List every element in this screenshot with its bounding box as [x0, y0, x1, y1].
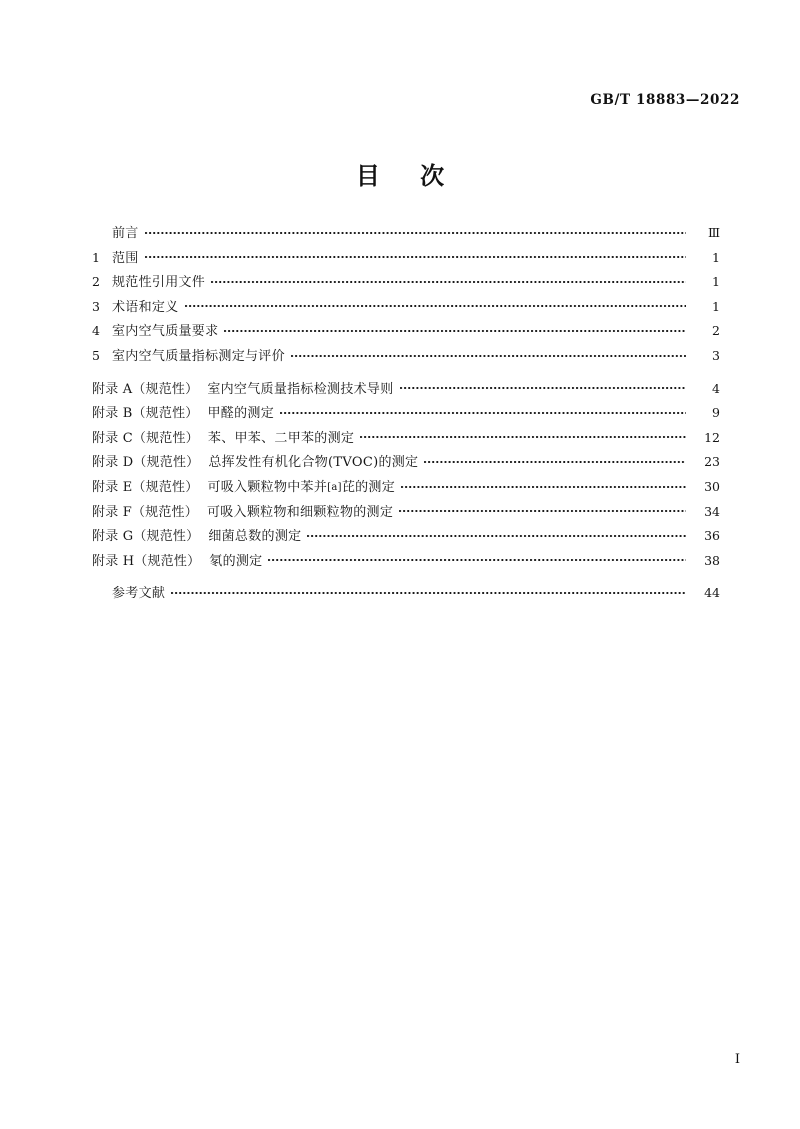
- toc-entry-title: 总挥发性有机化合物(TVOC)的测定: [208, 455, 419, 471]
- toc-entry-title: 参考文献: [112, 586, 166, 602]
- toc-dot-leader: [211, 273, 686, 286]
- toc-entry-page-number: 3: [712, 347, 720, 363]
- toc-entry[interactable]: [92, 453, 720, 478]
- toc-entry-title: 室内空气质量指标测定与评价: [112, 348, 285, 364]
- page-title: 目 次: [355, 161, 461, 190]
- toc-entry-annex-label: 附录 F（规范性）: [92, 504, 198, 520]
- toc-entry[interactable]: [92, 224, 720, 249]
- toc-dot-leader: [401, 478, 686, 491]
- toc-entry[interactable]: [92, 298, 720, 323]
- table-of-contents: [92, 224, 720, 609]
- toc-entry-page-number: 36: [704, 528, 720, 544]
- toc-dot-leader: [307, 527, 686, 540]
- toc-entry[interactable]: [92, 249, 720, 274]
- toc-entry-page-number: 30: [704, 478, 720, 494]
- toc-entry-page-number: 34: [704, 503, 720, 519]
- toc-entry-annex-label: 附录 G（规范性）: [92, 529, 200, 545]
- toc-entry-page-number: 23: [704, 454, 720, 470]
- toc-entry-title: 苯、甲苯、二甲苯的测定: [207, 430, 355, 446]
- toc-entry-page-number: 2: [712, 323, 720, 339]
- toc-dot-leader: [280, 404, 686, 417]
- toc-entry-page-number: 44: [704, 585, 720, 601]
- toc-dot-leader: [291, 347, 686, 360]
- toc-entry-page-number: 12: [704, 429, 720, 445]
- toc-entry-annex-label: 附录 E（规范性）: [92, 479, 199, 495]
- toc-dot-leader: [145, 224, 686, 237]
- toc-entry-annex-label: 附录 D（规范性）: [92, 455, 200, 471]
- toc-entry-number: 5: [92, 347, 100, 363]
- toc-dot-leader: [224, 322, 686, 335]
- toc-entry[interactable]: [92, 527, 720, 552]
- toc-entry-title: 甲醛的测定: [207, 406, 275, 422]
- toc-entry[interactable]: [92, 478, 720, 503]
- toc-entry-page-number: 1: [712, 298, 720, 314]
- toc-entry-page-number: 1: [712, 274, 720, 290]
- toc-entry[interactable]: [92, 380, 720, 405]
- toc-entry-title: 术语和定义: [112, 299, 179, 315]
- toc-dot-leader: [171, 584, 686, 597]
- toc-dot-leader: [360, 429, 686, 442]
- toc-entry-title: 细菌总数的测定: [208, 529, 302, 545]
- toc-entry-title: 室内空气质量指标检测技术导则: [207, 381, 394, 397]
- toc-entry-number: 3: [92, 298, 100, 314]
- toc-entry[interactable]: [92, 584, 720, 609]
- toc-dot-leader: [424, 453, 686, 466]
- toc-entry[interactable]: [92, 552, 720, 577]
- toc-dot-leader: [400, 380, 686, 393]
- toc-entry-title: 可吸入颗粒物中苯并[a]芘的测定: [207, 479, 396, 495]
- toc-entry-annex-label: 附录 C（规范性）: [92, 430, 199, 446]
- toc-entry[interactable]: [92, 273, 720, 298]
- toc-dot-leader: [268, 552, 686, 565]
- footer-page-number: Ⅰ: [734, 1052, 740, 1067]
- toc-entry-title: 室内空气质量要求: [112, 324, 219, 340]
- toc-entry[interactable]: [92, 322, 720, 347]
- toc-entry-title: 规范性引用文件: [112, 275, 206, 291]
- toc-entry-page-number: Ⅲ: [707, 225, 720, 240]
- toc-entry-page-number: 38: [704, 552, 720, 568]
- toc-entry-annex-label: 附录 B（规范性）: [92, 406, 199, 422]
- standard-code-header: GB/T 18883—2022: [590, 92, 740, 108]
- toc-entry-page-number: 9: [712, 405, 720, 421]
- toc-entry-number: 1: [92, 249, 100, 265]
- toc-entry[interactable]: [92, 503, 720, 528]
- toc-entry[interactable]: [92, 347, 720, 372]
- toc-entry-page-number: 4: [712, 380, 720, 396]
- toc-entry-annex-label: 附录 A（规范性）: [92, 381, 199, 397]
- toc-dot-leader: [145, 249, 686, 262]
- toc-dot-leader: [185, 298, 686, 311]
- toc-entry-number: 4: [92, 323, 100, 339]
- toc-entry-annex-label: 附录 H（规范性）: [92, 553, 201, 569]
- toc-entry-title: 氡的测定: [209, 553, 263, 569]
- toc-entry[interactable]: [92, 404, 720, 429]
- toc-entry-title: 前言: [112, 226, 139, 241]
- toc-entry[interactable]: [92, 429, 720, 454]
- toc-entry-number: 2: [92, 274, 100, 290]
- toc-entry-title: 可吸入颗粒物和细颗粒物的测定: [206, 504, 394, 520]
- toc-entry-title: 范围: [112, 250, 139, 266]
- toc-entry-page-number: 1: [712, 249, 720, 265]
- toc-dot-leader: [399, 503, 686, 516]
